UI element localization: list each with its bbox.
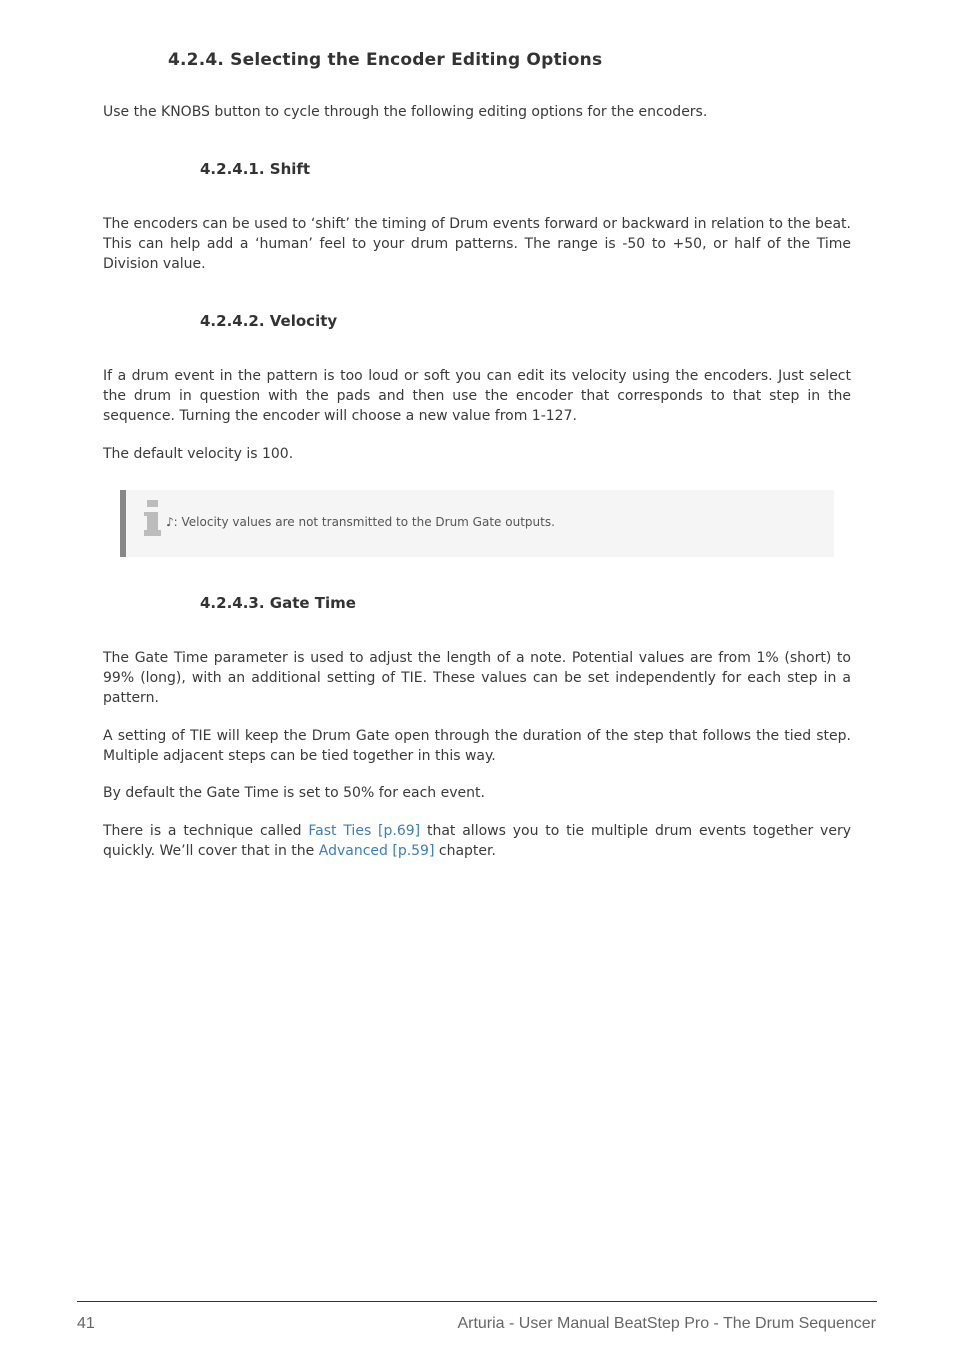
advanced-link[interactable]: Advanced [p.59]: [318, 843, 435, 859]
shift-paragraph: The encoders can be used to ‘shift’ the timing of Drum events forward or backward in relation to the beat. This can help add a ‘human’ feel to your drum patterns. The range is -50 to +50, or half of the Time Division value.: [103, 216, 851, 272]
gate-time-paragraph-1: The Gate Time parameter is used to adjust the length of a note. Potential values are from 1% (short) to 99% (long), with an additional setting of TIE. These values can be set independently for each step in a pattern.: [103, 650, 851, 706]
section-heading: 4.2.4. Selecting the Encoder Editing Options: [168, 50, 603, 70]
footer-divider: [77, 1301, 877, 1302]
footer-title: Arturia - User Manual BeatStep Pro - The Drum Sequencer: [457, 1315, 876, 1332]
info-icon: [144, 500, 164, 538]
info-note-box: [120, 490, 834, 557]
intro-paragraph: Use the KNOBS button to cycle through the following editing options for the encoders.: [103, 104, 708, 120]
page-number: 41: [77, 1315, 95, 1332]
velocity-heading: 4.2.4.2. Velocity: [200, 312, 338, 330]
velocity-default-paragraph: The default velocity is 100.: [103, 446, 294, 462]
shift-heading: 4.2.4.1. Shift: [200, 160, 311, 178]
gate-time-paragraph-2: A setting of TIE will keep the Drum Gate open through the duration of the step that follows the tied step. Multiple adjacent steps can be tied together in this way.: [103, 728, 851, 764]
gate-time-paragraph-4: [103, 821, 851, 861]
velocity-paragraph: If a drum event in the pattern is too loud or soft you can edit its velocity using the encoders. Just select the drum in question with the pads and then use the encoder that corresponds to that step in the sequence. Turning the encoder will choose a new value from 1-127.: [103, 368, 851, 424]
fast-ties-link[interactable]: Fast Ties [p.69]: [308, 823, 421, 839]
gate-time-paragraph-3: By default the Gate Time is set to 50% for each event.: [103, 785, 485, 801]
text-segment: chapter.: [434, 843, 496, 859]
text-segment: that allows you to tie multiple drum events together very quickly. We’ll cover that in the: [103, 823, 851, 859]
gate-time-heading: 4.2.4.3. Gate Time: [200, 594, 356, 612]
info-note-text: ♪: Velocity values are not transmitted to the Drum Gate outputs.: [166, 515, 555, 529]
text-segment: There is a technique called: [103, 823, 309, 839]
